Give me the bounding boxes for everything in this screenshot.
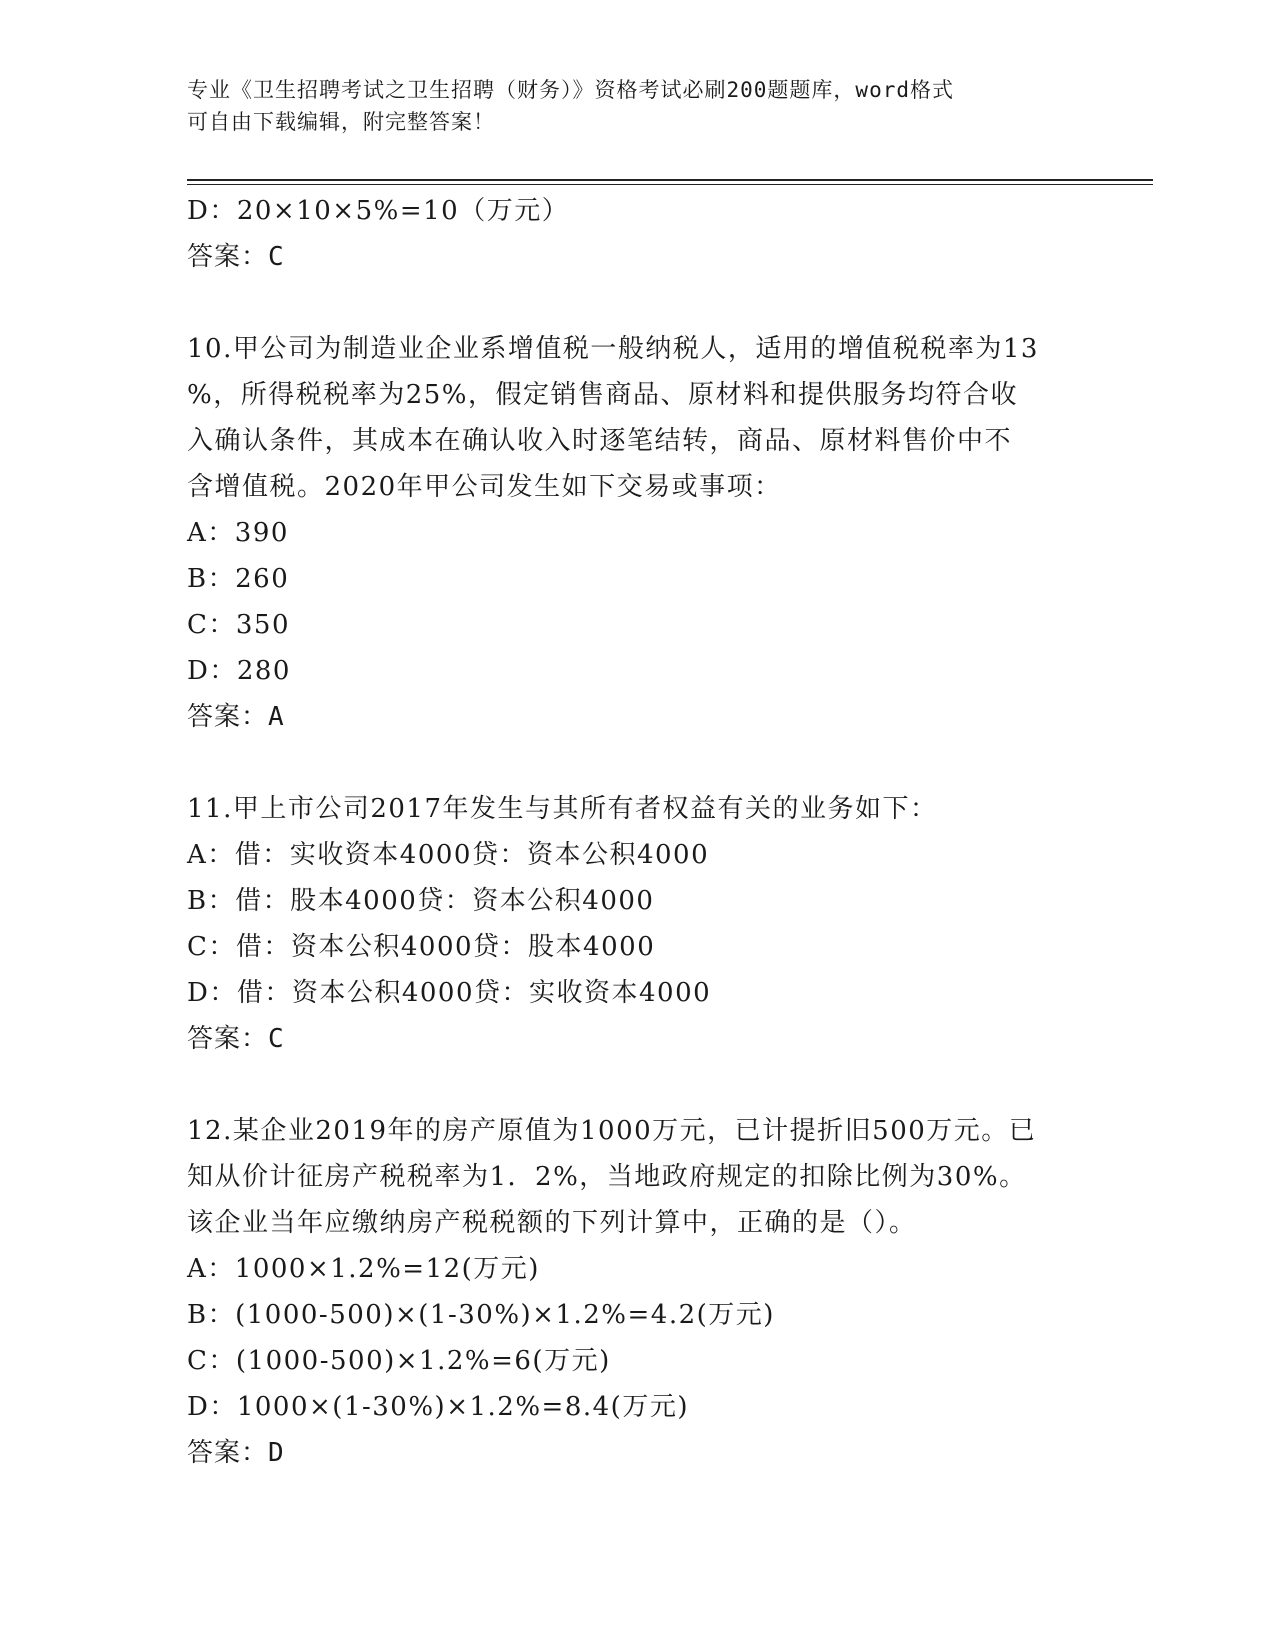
q10-option-a: A：390 <box>187 518 289 548</box>
q12-answer: 答案：D <box>187 1438 285 1468</box>
q10-option-d: D：280 <box>187 656 291 686</box>
q12-option-c: C：(1000-500)×1.2%=6(万元) <box>187 1346 611 1376</box>
header-rule-thin <box>187 184 1153 185</box>
spacer <box>187 280 1087 326</box>
q10-option-b: B：260 <box>187 564 290 594</box>
q10-stem-line: 含增值税。2020年甲公司发生如下交易或事项： <box>187 472 782 502</box>
question-11 <box>187 786 1087 1062</box>
q12-stem-line: 12.某企业2019年的房产原值为1000万元，已计提折旧500万元。已 <box>187 1116 1037 1146</box>
q10-stem-line: 10.甲公司为制造业企业系增值税一般纳税人，适用的增值税税率为13 <box>187 334 1039 364</box>
spacer <box>187 740 1087 786</box>
question-12 <box>187 1108 1087 1476</box>
q12-stem-line: 该企业当年应缴纳房产税税额的下列计算中，正确的是（）。 <box>187 1208 917 1238</box>
document-header <box>187 74 1067 138</box>
q11-option-c: C：借：资本公积4000贷：股本4000 <box>187 932 656 962</box>
question-list <box>187 188 1087 1476</box>
prev-option-d: D：20×10×5%=10（万元） <box>187 196 570 226</box>
q12-stem-line: 知从价计征房产税税率为1．2%，当地政府规定的扣除比例为30%。 <box>187 1162 1027 1192</box>
q10-option-c: C：350 <box>187 610 291 640</box>
q10-stem-line: 入确认条件，其成本在确认收入时逐笔结转，商品、原材料售价中不 <box>187 426 1013 456</box>
q12-option-b: B：(1000-500)×(1-30%)×1.2%=4.2(万元) <box>187 1300 775 1330</box>
prev-answer: 答案：C <box>187 242 285 272</box>
q11-option-d: D：借：资本公积4000贷：实收资本4000 <box>187 978 712 1008</box>
q11-answer: 答案：C <box>187 1024 285 1054</box>
q12-option-a: A：1000×1.2%=12(万元) <box>187 1254 540 1284</box>
q11-option-a: A：借：实收资本4000贷：资本公积4000 <box>187 840 710 870</box>
spacer <box>187 1062 1087 1108</box>
header-line-2: 可自由下载编辑，附完整答案！ <box>187 110 495 134</box>
header-line-1: 专业《卫生招聘考试之卫生招聘（财务）》资格考试必刷200题题库，word格式 <box>187 78 954 102</box>
q11-stem-line: 11.甲上市公司2017年发生与其所有者权益有关的业务如下： <box>187 794 938 824</box>
q10-stem-line: %，所得税税率为25%，假定销售商品、原材料和提供服务均符合收 <box>187 380 1018 410</box>
q11-option-b: B：借：股本4000贷：资本公积4000 <box>187 886 655 916</box>
question-10 <box>187 326 1087 740</box>
header-rule-thick <box>187 179 1153 181</box>
q12-option-d: D：1000×(1-30%)×1.2%=8.4(万元) <box>187 1392 689 1422</box>
q10-answer: 答案：A <box>187 702 285 732</box>
